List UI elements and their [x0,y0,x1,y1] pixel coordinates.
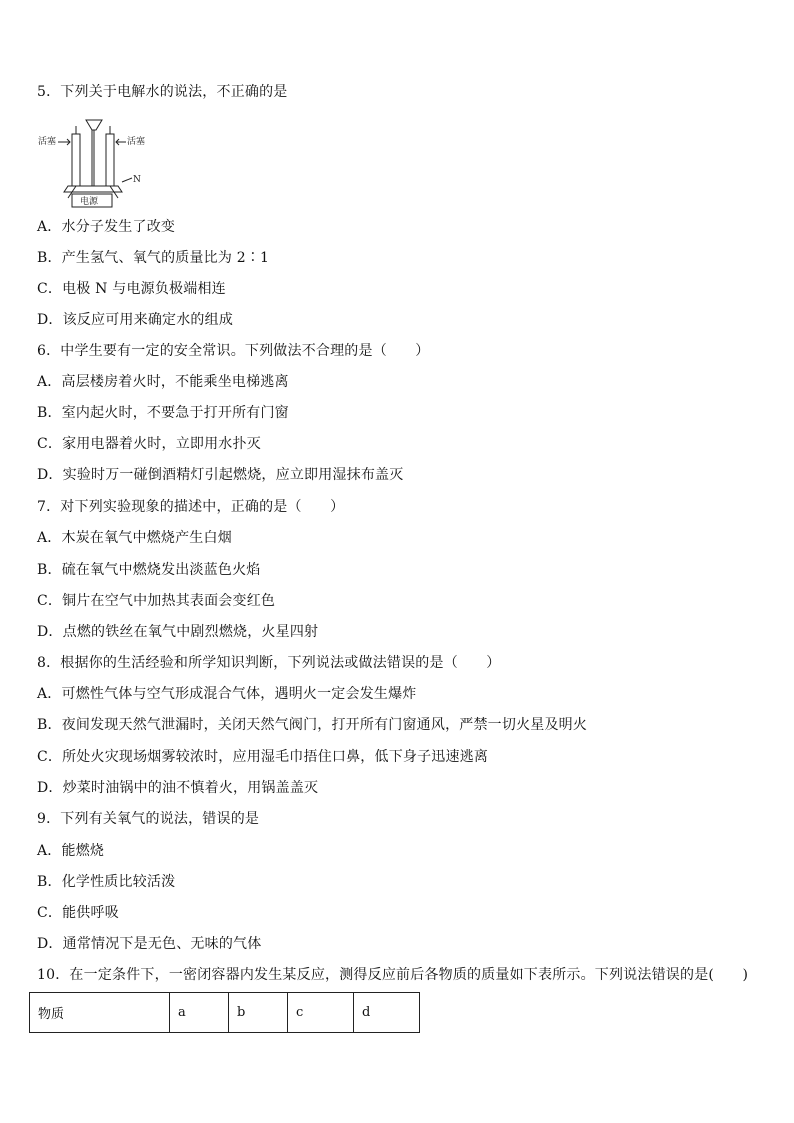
right-stopcock-label: 活塞 [127,137,146,147]
question-9-stem: 9．下列有关氧气的说法，错误的是 [37,811,260,827]
table-cell-b: b [229,993,288,1033]
question-8-option-a: A．可燃性气体与空气形成混合气体，遇明火一定会发生爆炸 [37,686,417,702]
electrolysis-apparatus-figure [38,116,148,208]
question-7-option-a: A．木炭在氧气中燃烧产生白烟 [37,530,232,546]
question-7-option-c: C．铜片在空气中加热其表面会变红色 [37,593,276,609]
question-9-option-d: D．通常情况下是无色、无味的气体 [37,936,262,952]
question-6-option-a: A．高层楼房着火时，不能乘坐电梯逃离 [37,374,289,390]
question-5-stem: 5．下列关于电解水的说法，不正确的是 [37,84,288,100]
table-cell-substance: 物质 [30,993,170,1033]
question-5-option-c: C．电极 N 与电源负极端相连 [37,281,226,297]
question-8-option-d: D．炒菜时油锅中的油不慎着火，用锅盖盖灭 [37,780,319,796]
question-6-stem: 6．中学生要有一定的安全常识。下列做法不合理的是（ ） [37,343,430,359]
question-7-stem: 7．对下列实验现象的描述中，正确的是（ ） [37,499,345,515]
question-5-option-a: A．水分子发生了改变 [37,219,176,235]
power-source-label: 电源 [80,197,99,207]
question-10-stem: 10．在一定条件下，一密闭容器内发生某反应，测得反应前后各物质的质量如下表所示。下列说法错误的是( ) [37,967,749,983]
question-6-option-b: B．室内起火时，不要急于打开所有门窗 [37,405,289,421]
substance-mass-table [29,992,420,1033]
left-stopcock-label: 活塞 [38,137,57,147]
question-9-option-b: B．化学性质比较活泼 [37,874,176,890]
electrolysis-apparatus-diagram [38,116,148,208]
question-8-option-c: C．所处火灾现场烟雾较浓时，应用湿毛巾捂住口鼻，低下身子迅速逃离 [37,749,489,765]
electrode-n-label: N [133,175,141,185]
question-5-option-b: B．产生氢气、氧气的质量比为 2∶1 [37,250,270,266]
table-row [30,993,420,1033]
table-cell-d: d [354,993,420,1033]
question-9-option-c: C．能供呼吸 [37,905,119,921]
question-8-stem: 8．根据你的生活经验和所学知识判断，下列说法或做法错误的是（ ） [37,655,501,671]
question-9-option-a: A．能燃烧 [37,843,105,859]
question-7-option-d: D．点燃的铁丝在氧气中剧烈燃烧，火星四射 [37,624,319,640]
question-8-option-b: B．夜间发现天然气泄漏时，关闭天然气阀门，打开所有门窗通风，严禁一切火星及明火 [37,717,588,733]
table-cell-c: c [288,993,354,1033]
question-5-option-d: D．该反应可用来确定水的组成 [37,312,234,328]
table-cell-a: a [170,993,229,1033]
question-6-option-c: C．家用电器着火时，立即用水扑灭 [37,436,261,452]
question-6-option-d: D．实验时万一碰倒酒精灯引起燃烧，应立即用湿抹布盖灭 [37,467,404,483]
question-7-option-b: B．硫在氧气中燃烧发出淡蓝色火焰 [37,562,261,578]
